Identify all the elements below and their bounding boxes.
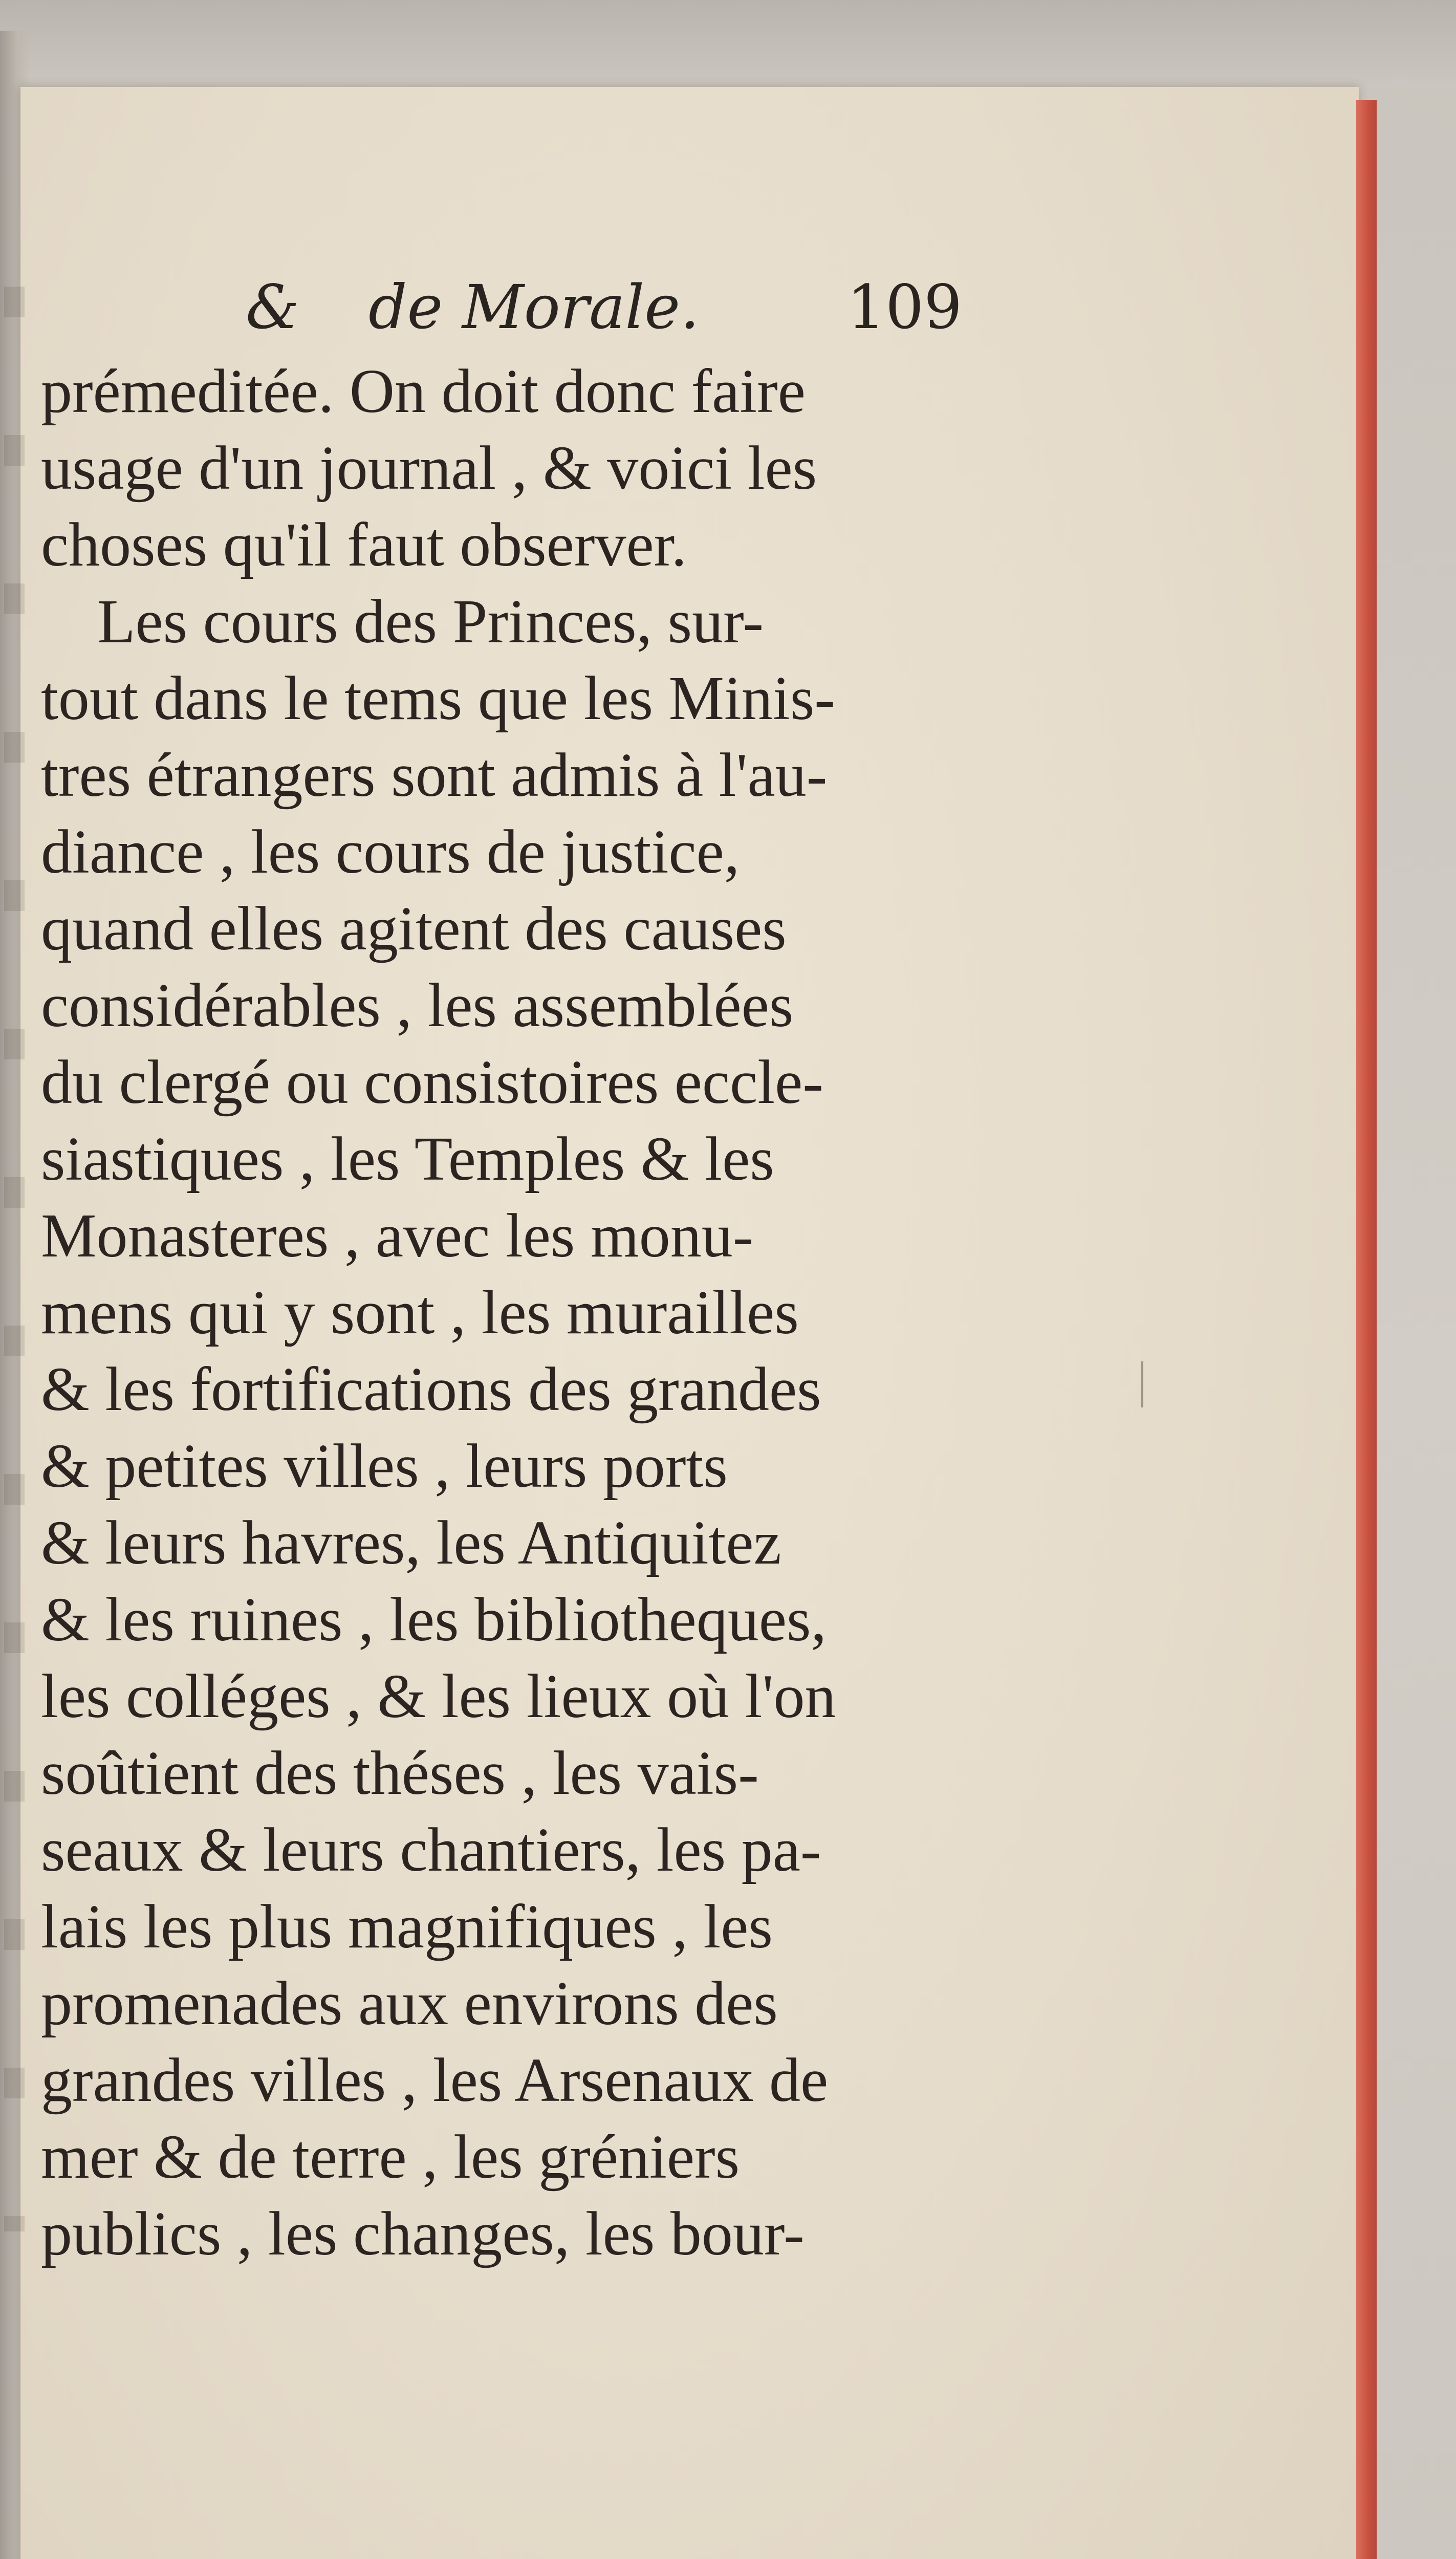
text-line: les colléges , & les lieux où l'on: [41, 1662, 836, 1731]
book-page: [20, 87, 1359, 2559]
text-line: Monasteres , avec les monu-: [41, 1201, 754, 1270]
text-line: & les fortifications des grandes: [41, 1355, 821, 1424]
text-line: considérables , les assemblées: [41, 971, 794, 1040]
text-line: publics , les changes, les bour-: [41, 2199, 805, 2268]
text-line: seaux & leurs chantiers, les pa-: [41, 1815, 821, 1884]
running-header: [246, 269, 1003, 345]
text-line: grandes villes , les Arsenaux de: [41, 2046, 829, 2115]
text-line: du clergé ou consistoires eccle-: [41, 1048, 823, 1117]
text-line: soûtient des théses , les vais-: [41, 1739, 759, 1808]
red-page-edge-right: [1356, 100, 1377, 2559]
text-line: quand elles agitent des causes: [41, 894, 787, 963]
text-line: usage d'un journal , & voici les: [41, 433, 817, 503]
page-number: 109: [847, 272, 963, 342]
text-line: promenades aux environs des: [41, 1969, 778, 2038]
text-line: prémeditée. On doit donc faire: [41, 357, 806, 426]
text-line: mer & de terre , les gréniers: [41, 2122, 740, 2192]
top-shadow: [0, 0, 1456, 87]
text-line: & leurs havres, les Antiquitez: [41, 1508, 781, 1577]
running-title: de Morale.: [368, 272, 700, 342]
text-line: mens qui y sont , les murailles: [41, 1278, 799, 1347]
text-line: & les ruines , les bibliotheques,: [41, 1585, 827, 1654]
text-line: choses qu'il faut observer.: [41, 510, 687, 579]
text-line: lais les plus magnifiques , les: [41, 1892, 773, 1961]
text-line: & petites villes , leurs ports: [41, 1432, 728, 1501]
text-line: diance , les cours de justice,: [41, 817, 740, 886]
text-line: tout dans le tems que les Minis-: [41, 664, 835, 733]
gutter-show-through: [4, 287, 25, 2231]
stray-ink-mark: [1141, 1361, 1148, 1407]
text-line: Les cours des Princes, sur-: [97, 587, 764, 656]
header-ampersand: &: [246, 272, 300, 342]
text-line: siastiques , les Temples & les: [41, 1124, 774, 1194]
text-line: tres étrangers sont admis à l'au-: [41, 741, 828, 810]
